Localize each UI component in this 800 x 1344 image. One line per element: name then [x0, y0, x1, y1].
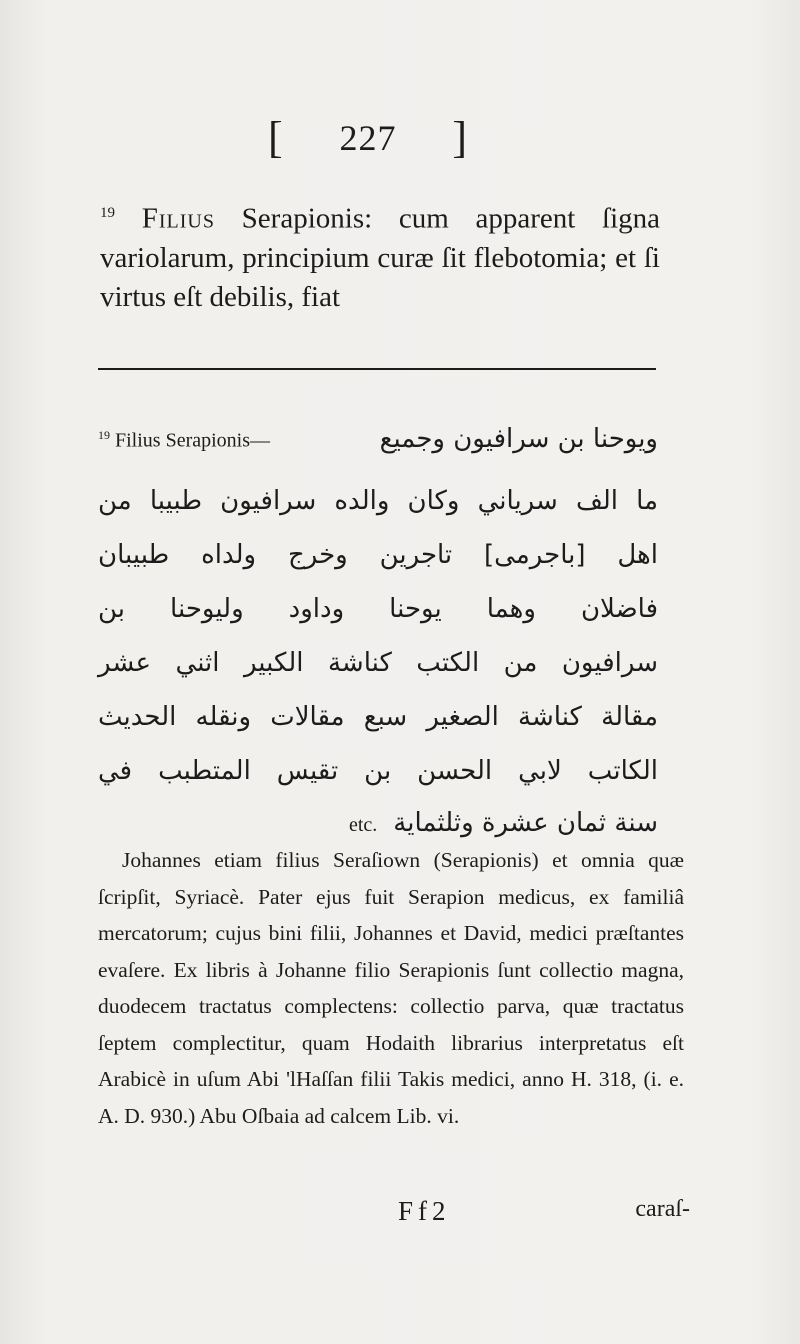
- arabic-first-line: [98, 424, 658, 474]
- arabic-line-1: ويوحنا بن سرافيون وجميع: [379, 424, 658, 454]
- bracket-open: [: [268, 113, 284, 162]
- arabic-line: سرافيون من الكتب كناشة الكبير اثني عشر: [98, 648, 658, 678]
- etc-label: etc.: [348, 814, 378, 836]
- commentary-paragraph: [98, 842, 684, 1134]
- catchword: caraſ-: [635, 1196, 690, 1222]
- arabic-footnote: [98, 424, 658, 848]
- arabic-footnote-label: [98, 428, 270, 453]
- bracket-close: ]: [452, 113, 468, 162]
- footnote-marker: 19: [100, 205, 115, 221]
- arabic-line: الكاتب لابي الحسن بن تقيس المتطبب في: [98, 756, 658, 786]
- arabic-line-last: سنة ثمان عشرة وثلثماية: [393, 808, 658, 838]
- page-footer: [398, 1196, 690, 1227]
- page-number: 227: [339, 117, 397, 158]
- latin-text: Serapionis: cum apparent ſigna variolarum, principium curæ ſit flebotomia; et ſi virtus eſt debilis, fiat: [100, 202, 661, 313]
- page-header: [268, 112, 468, 163]
- commentary-text: Johannes etiam filius Seraſiown (Serapionis) et omnia quæ ſcripſit, Syriacè. Pater ejus fuit Serapion medicus, ex familiâ mercatorum; cujus bini filii, Johannes et David, medici præſtantes evaſere. Ex libris à Johanne filio Serapionis ſunt collectio magna, duodecem tractatus complectens: collectio parva, quæ tractatus ſeptem complectitur, quam Hodaith librarius interpretatus eſt Arabicè in uſum Abi 'lHaſſan filii Takis medici, anno H. 318, (i. e. A. D. 930.) Abu Oſbaia ad calcem Lib. vi.: [98, 848, 684, 1128]
- arabic-line: ما الف سرياني وكان والده سرافيون طبيبا من: [98, 486, 658, 516]
- latin-translation: [100, 194, 660, 317]
- footnote-latin-label: Filius Serapionis—: [115, 430, 271, 452]
- arabic-last-line: [98, 798, 658, 848]
- signature-mark: Ff2: [398, 1196, 451, 1226]
- arabic-line: مقالة كناشة الصغير سبع مقالات ونقله الحديث: [98, 702, 658, 732]
- arabic-line: اهل [باجرمى] تاجرين وخرج ولداه طبيبان: [98, 540, 658, 570]
- footnote-marker: 19: [98, 428, 110, 443]
- section-divider: [98, 368, 656, 370]
- latin-name: Filius: [141, 202, 215, 235]
- arabic-line: فاضلان وهما يوحنا وداود وليوحنا بن: [98, 594, 658, 624]
